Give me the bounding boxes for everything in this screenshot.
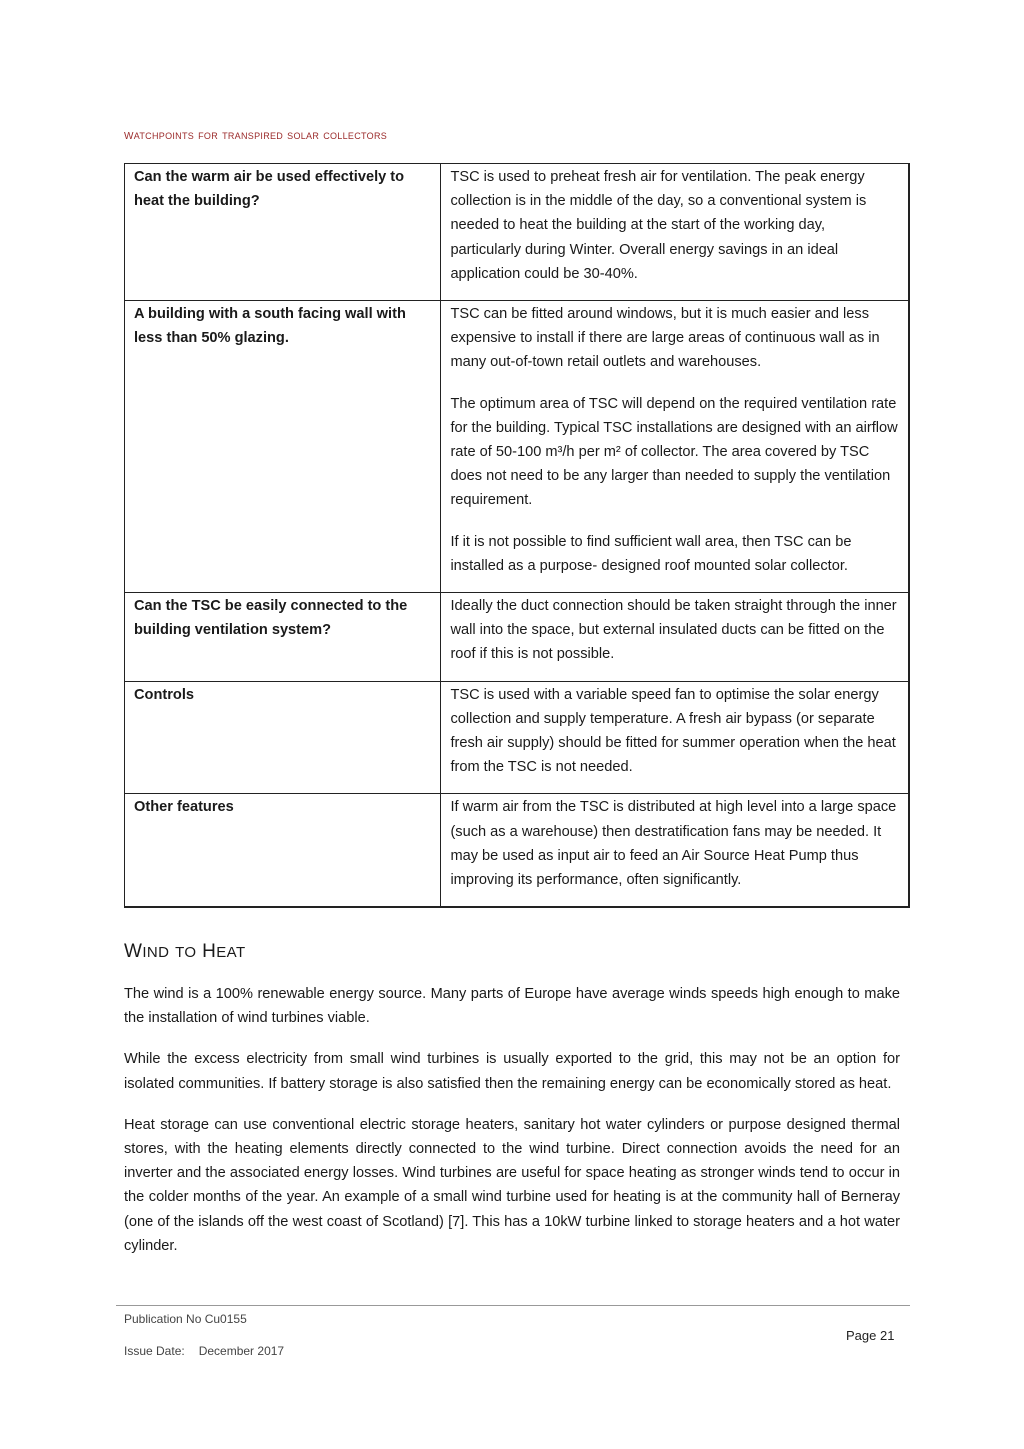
wind-paragraph-3: Heat storage can use conventional electric storage heaters, sanitary hot water cylinders or purpose designed thermal stores, with the heating elements directly connected to the wind turbine. Direct connection avoids the need for an inverter and the associated energy losses. Wind turbines are useful for space heating as stronger winds tend to occur in the colder months of the year. An example of a small wind turbine used for heating is at the community hall of Berneray (one of the islands off the west coast of Scotland) [7]. This has a 10kW turbine linked to storage heaters and a hot water cylinder.	[124, 1116, 900, 1254]
answer-paragraph: If it is not possible to find sufficient wall area, then TSC can be installed as a purpose- designed roof mounted solar collector.	[450, 533, 852, 574]
heading-word: TO	[175, 944, 197, 961]
table-row	[125, 593, 910, 682]
watchpoints-table	[124, 163, 910, 908]
watchpoints-heading-rest: atchpoints for transpired solar collectors	[133, 127, 388, 142]
watchpoint-question: A building with a south facing wall with less than 50% glazing.	[125, 301, 441, 593]
watchpoints-heading-initial: w	[124, 127, 134, 143]
heading-letter: W	[124, 941, 143, 962]
page-number: Page 21	[846, 1328, 895, 1343]
heading-word: EAT	[216, 944, 246, 961]
table-row	[125, 681, 910, 794]
table-row	[125, 301, 910, 593]
watchpoint-answer	[441, 681, 909, 794]
table-row	[125, 164, 910, 301]
answer-paragraph: TSC can be fitted around windows, but it is much easier and less expensive to install if there are large areas of continuous wall as in many out-of-town retail outlets and warehouses.	[450, 306, 880, 371]
answer-paragraph: If warm air from the TSC is distributed at high level into a large space (such as a warehouse) then destratification fans may be needed. It may be used as input air to feed an Air Source Heat Pump thus improving its performance, often significantly.	[450, 799, 897, 889]
issue-date-value: December 2017	[198, 1344, 285, 1358]
watchpoint-answer	[441, 301, 909, 593]
footer-issue-date	[124, 1344, 284, 1358]
watchpoint-question: Other features	[125, 794, 441, 907]
answer-paragraph: TSC is used with a variable speed fan to optimise the solar energy collection and supply temperature. A fresh air bypass (or separate fresh air supply) should be fitted for summer operation when the heat from the TSC is not needed.	[450, 686, 896, 776]
answer-paragraph: Ideally the duct connection should be taken straight through the inner wall into the space, but external insulated ducts can be fitted on the roof if this is not possible.	[450, 598, 897, 663]
footer-publication-number: Publication No Cu0155	[124, 1312, 247, 1326]
heading-word: IND	[142, 944, 170, 961]
watchpoint-answer	[441, 593, 909, 682]
watchpoint-answer	[441, 164, 909, 301]
wind-to-heat-heading	[124, 941, 246, 963]
answer-paragraph: TSC is used to preheat fresh air for ventilation. The peak energy collection is in the middle of the day, so a conventional system is needed to heat the building at the start of the working day, particularly during Winter. Overall energy savings in an ideal application could be 30-40%.	[450, 169, 867, 282]
answer-paragraph: The optimum area of TSC will depend on the required ventilation rate for the building. Typical TSC installations are designed with an airflow rate of 50-100 m³/h per m² of collector. The area covered by TSC does not need to be any larger than needed to supply the ventilation requirement.	[450, 395, 898, 509]
watchpoint-question: Can the TSC be easily connected to the building ventilation system?	[125, 593, 441, 682]
wind-body-text	[124, 982, 900, 1275]
wind-paragraph-2: While the excess electricity from small wind turbines is usually exported to the grid, this may not be an option for isolated communities. If battery storage is also satisfied then the remaining energy can be economically stored as heat.	[124, 1051, 900, 1092]
watchpoints-heading	[124, 127, 387, 143]
wind-paragraph-1: The wind is a 100% renewable energy source. Many parts of Europe have average winds speeds high enough to make the installation of wind turbines viable.	[124, 986, 900, 1027]
table-row	[125, 794, 910, 907]
issue-date-label: Issue Date:	[124, 1344, 185, 1358]
watchpoint-answer	[441, 794, 909, 907]
footer-divider	[116, 1305, 910, 1306]
watchpoint-question: Can the warm air be used effectively to heat the building?	[125, 164, 441, 301]
heading-letter: H	[202, 941, 217, 962]
watchpoint-question: Controls	[125, 681, 441, 794]
